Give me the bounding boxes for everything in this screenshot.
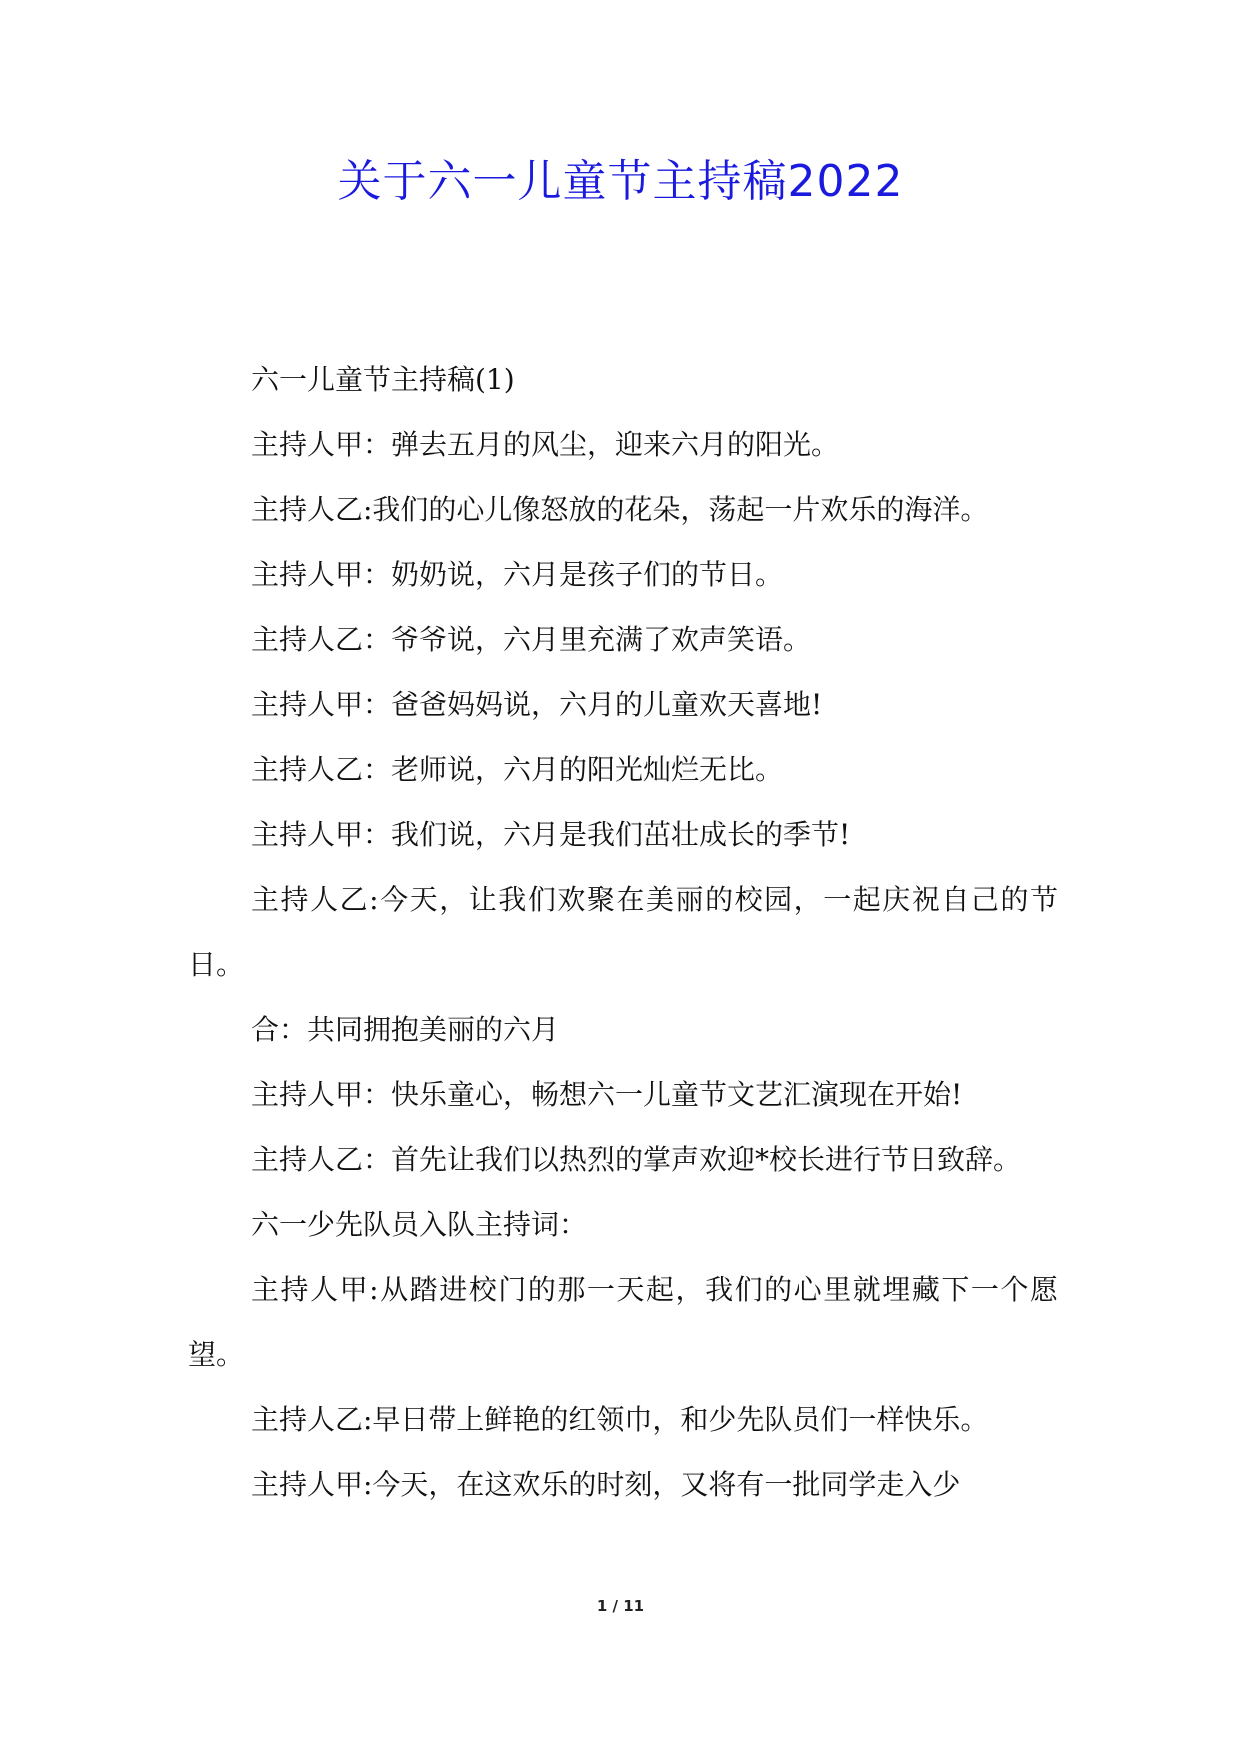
paragraph: 主持人乙:我们的心儿像怒放的花朵，荡起一片欢乐的海洋。 (251, 493, 989, 526)
paragraph: 主持人甲:从踏进校门的那一天起，我们的心里就埋藏下一个愿望。 (188, 1273, 1058, 1371)
paragraph: 主持人甲：奶奶说，六月是孩子们的节日。 (251, 558, 784, 591)
paragraph: 主持人乙:早日带上鲜艳的红领巾，和少先队员们一样快乐。 (251, 1403, 989, 1436)
paragraph: 六一少先队员入队主持词： (251, 1208, 588, 1241)
paragraph: 主持人乙：爷爷说，六月里充满了欢声笑语。 (251, 623, 812, 656)
document-title: 关于六一儿童节主持稿2022 (337, 156, 904, 207)
paragraph: 主持人甲：弹去五月的风尘，迎来六月的阳光。 (251, 428, 840, 461)
document-body (188, 347, 1058, 1517)
paragraph: 主持人甲:今天，在这欢乐的时刻，又将有一批同学走入少 (251, 1468, 961, 1501)
paragraph: 主持人甲：爸爸妈妈说，六月的儿童欢天喜地! (251, 688, 823, 721)
page-indicator: 1 / 11 (596, 1597, 645, 1615)
paragraph: 六一儿童节主持稿(1) (251, 363, 515, 396)
paragraph: 主持人甲：快乐童心，畅想六一儿童节文艺汇演现在开始! (251, 1078, 963, 1111)
paragraph: 合：共同拥抱美丽的六月 (251, 1013, 560, 1046)
paragraph: 主持人乙:今天，让我们欢聚在美丽的校园，一起庆祝自己的节日。 (188, 883, 1058, 981)
paragraph: 主持人甲：我们说，六月是我们茁壮成长的季节! (251, 818, 851, 851)
paragraph: 主持人乙：老师说，六月的阳光灿烂无比。 (251, 753, 784, 786)
paragraph: 主持人乙：首先让我们以热烈的掌声欢迎*校长进行节日致辞。 (251, 1143, 1022, 1176)
